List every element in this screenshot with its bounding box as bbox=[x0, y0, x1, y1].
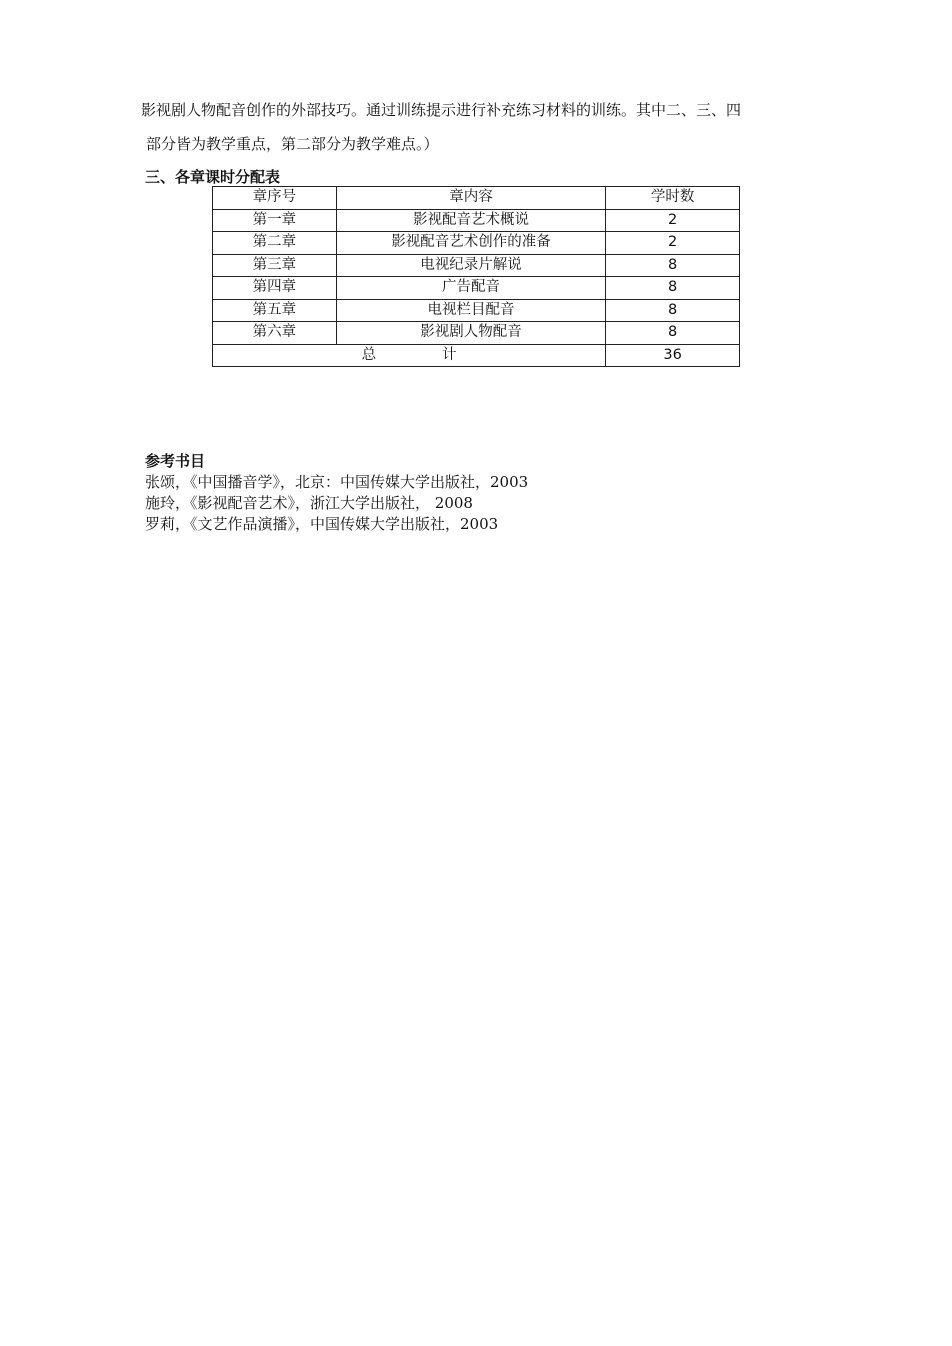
body-paragraph-line-1: 影视剧人物配音创作的外部技巧。通过训练提示进行补充练习材料的训练。其中二、三、四 bbox=[141, 101, 742, 119]
cell-chapter-content: 电视栏目配音 bbox=[336, 299, 605, 322]
table-row bbox=[213, 322, 740, 345]
class-hours-table bbox=[212, 186, 740, 367]
header-chapter-number: 章序号 bbox=[213, 187, 337, 210]
table-total-row bbox=[213, 344, 740, 367]
cell-chapter-number: 第四章 bbox=[213, 277, 337, 300]
cell-hours: 8 bbox=[606, 277, 740, 300]
total-label-a: 总 bbox=[361, 346, 377, 363]
table-row bbox=[213, 299, 740, 322]
table-row bbox=[213, 277, 740, 300]
table-row bbox=[213, 232, 740, 255]
table-row bbox=[213, 209, 740, 232]
table-header-row bbox=[213, 187, 740, 210]
reference-item: 施玲，《影视配音艺术》，浙江大学出版社， 2008 bbox=[145, 494, 473, 512]
header-chapter-content: 章内容 bbox=[336, 187, 605, 210]
body-paragraph-line-2: 部分皆为教学重点，第二部分为教学难点。） bbox=[146, 135, 439, 153]
cell-hours: 8 bbox=[606, 322, 740, 345]
table-row bbox=[213, 254, 740, 277]
reference-item: 罗莉，《文艺作品演播》，中国传媒大学出版社，2003 bbox=[145, 515, 499, 533]
cell-chapter-content: 影视剧人物配音 bbox=[336, 322, 605, 345]
cell-chapter-number: 第二章 bbox=[213, 232, 337, 255]
cell-chapter-number: 第三章 bbox=[213, 254, 337, 277]
cell-chapter-number: 第六章 bbox=[213, 322, 337, 345]
cell-chapter-content: 影视配音艺术创作的准备 bbox=[336, 232, 605, 255]
references-title: 参考书目 bbox=[145, 452, 206, 470]
cell-hours: 2 bbox=[606, 209, 740, 232]
total-label-cell bbox=[213, 344, 606, 367]
cell-chapter-content: 电视纪录片解说 bbox=[336, 254, 605, 277]
cell-chapter-content: 影视配音艺术概说 bbox=[336, 209, 605, 232]
cell-chapter-number: 第一章 bbox=[213, 209, 337, 232]
cell-chapter-content: 广告配音 bbox=[336, 277, 605, 300]
cell-chapter-number: 第五章 bbox=[213, 299, 337, 322]
reference-item: 张颂，《中国播音学》，北京：中国传媒大学出版社，2003 bbox=[145, 473, 529, 491]
section-title: 三、各章课时分配表 bbox=[145, 168, 281, 186]
cell-hours: 8 bbox=[606, 299, 740, 322]
total-label-b: 计 bbox=[442, 346, 457, 363]
header-hours: 学时数 bbox=[606, 187, 740, 210]
cell-hours: 2 bbox=[606, 232, 740, 255]
cell-hours: 8 bbox=[606, 254, 740, 277]
total-value: 36 bbox=[606, 344, 740, 367]
